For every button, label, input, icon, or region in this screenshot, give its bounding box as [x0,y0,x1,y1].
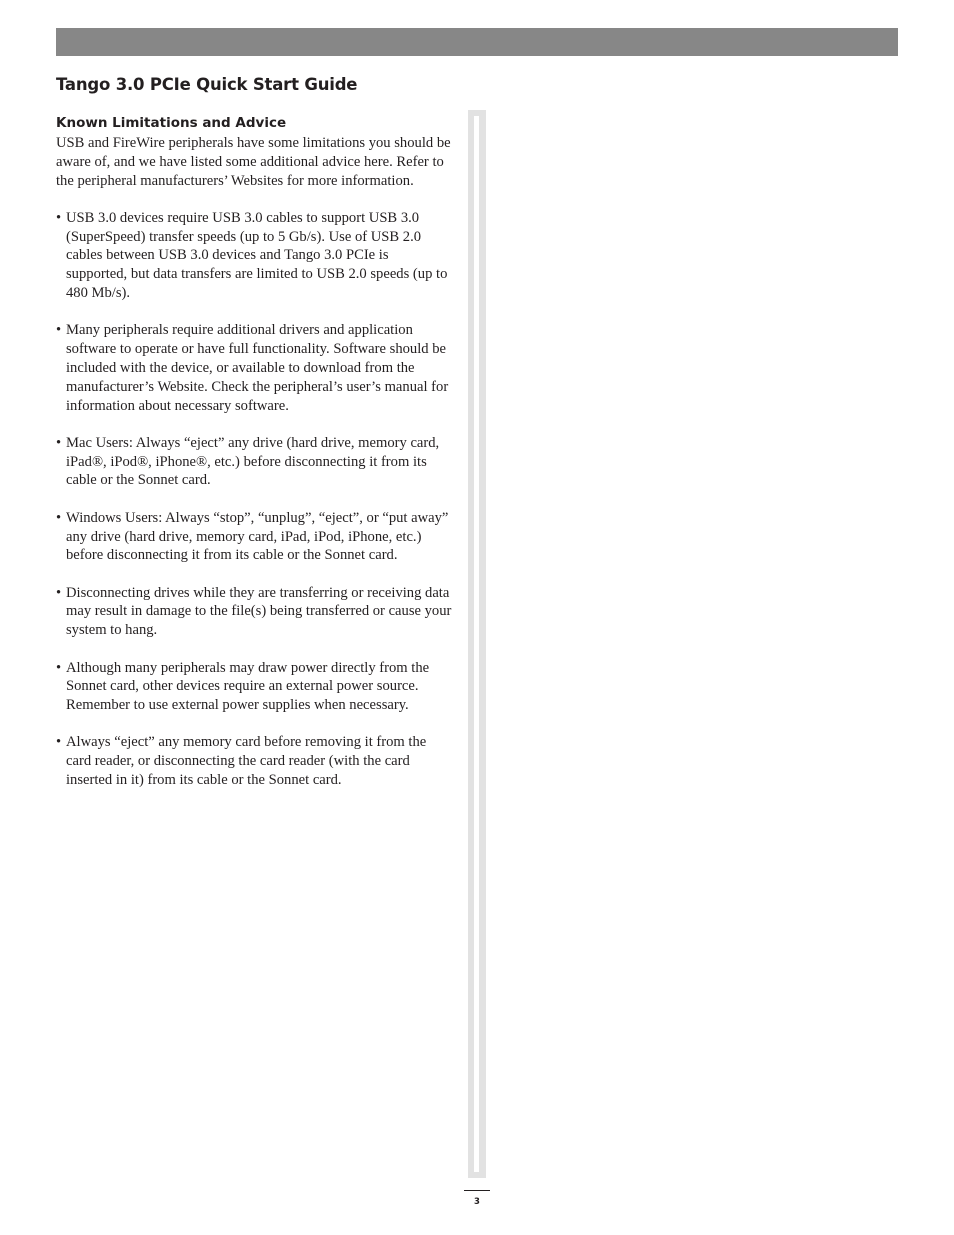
page-number-rule [464,1190,490,1191]
list-item [56,321,452,415]
list-item-text: Although many peripherals may draw power directly from the Sonnet card, other devices require an external power source. Remember to use external power supplies when necessary. [66,659,430,714]
section-content [56,134,452,808]
document-title: Tango 3.0 PCIe Quick Start Guide [56,75,358,94]
bullet-icon: • [56,434,62,451]
bullet-icon: • [56,659,62,676]
list-item-text: USB 3.0 devices require USB 3.0 cables to support USB 3.0 (SuperSpeed) transfer speeds (up to 5 Gb/s). Use of USB 2.0 cables between USB 3.0 devices and Tango 3.0 PCIe is supported, but data transfers are limited to USB 2.0 speeds (up to 480 Mb/s). [66,209,448,302]
advice-list [56,209,452,790]
list-item [56,584,452,640]
column-divider [468,110,486,1178]
page-number: 3 [474,1197,480,1207]
bullet-icon: • [56,734,62,751]
list-item-text: Many peripherals require additional drivers and application software to operate or have full functionality. Software should be included with the device, or available to download from the manufacturer’s Website. Check the peripheral’s user’s manual for information about necessary software. [66,322,449,414]
intro-paragraph: USB and FireWire peripherals have some limitations you should be aware of, and we have listed some additional advice here. Refer to the peripheral manufacturers’ Websites for more information. [56,135,451,189]
list-item-text: Windows Users: Always “stop”, “unplug”, “eject”, or “put away” any drive (hard drive, memory card, iPad, iPod, iPhone, etc.) before disconnecting it from its cable or the Sonnet card. [66,509,449,564]
header-bar [56,28,898,56]
list-item [56,509,452,565]
list-item-text: Always “eject” any memory card before removing it from the card reader, or disconnecting the card reader (with the card inserted in it) from its cable or the Sonnet card. [66,734,427,789]
list-item-text: Disconnecting drives while they are transferring or receiving data may result in damage to the file(s) being transferred or cause your system to hang. [66,584,452,639]
bullet-icon: • [56,322,62,339]
bullet-icon: • [56,209,62,226]
column-divider-inner [474,116,479,1172]
bullet-icon: • [56,509,62,526]
list-item [56,434,452,490]
list-item-text: Mac Users: Always “eject” any drive (hard drive, memory card, iPad®, iPod®, iPhone®, etc.) before disconnecting it from its cable or the Sonnet card. [66,434,440,489]
list-item [56,659,452,715]
section-heading: Known Limitations and Advice [56,115,287,131]
bullet-icon: • [56,584,62,601]
list-item [56,209,452,303]
list-item [56,733,452,789]
